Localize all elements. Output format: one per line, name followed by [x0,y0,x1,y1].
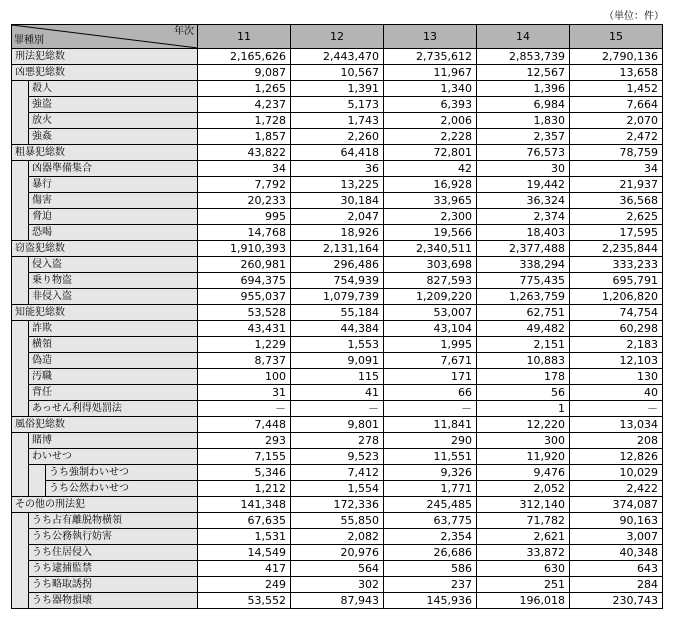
indent-gutter [12,465,29,481]
subcategory-label: 偽造 [29,353,198,369]
sub-subcategory-label: うち公然わいせつ [46,481,198,497]
value-cell-11: 8,737 [198,353,291,369]
value-cell-13: 63,775 [384,513,477,529]
value-cell-15: 208 [570,433,663,449]
table-row [12,49,663,65]
table-row [12,593,663,609]
subcategory-label: うち住居侵入 [29,545,198,561]
value-cell-11: 249 [198,577,291,593]
table-row [12,465,663,481]
value-cell-11: 9,087 [198,65,291,81]
value-cell-11: 34 [198,161,291,177]
category-header: 罪種別 [14,35,44,46]
value-cell-12: 9,801 [291,417,384,433]
value-cell-14: 30 [477,161,570,177]
value-cell-13: 2,735,612 [384,49,477,65]
indent-gutter [12,321,29,337]
value-cell-13: 2,006 [384,113,477,129]
value-cell-14: 12,567 [477,65,570,81]
indent-gutter [12,257,29,273]
value-cell-11: 100 [198,369,291,385]
year-col-13: 13 [384,25,477,49]
value-cell-11: 1,857 [198,129,291,145]
table-row [12,129,663,145]
value-cell-13: 290 [384,433,477,449]
indent-gutter [12,209,29,225]
value-cell-15: 284 [570,577,663,593]
year-col-12: 12 [291,25,384,49]
subcategory-label: 賭博 [29,433,198,449]
table-row [12,433,663,449]
value-cell-14: 2,151 [477,337,570,353]
table-row [12,145,663,161]
subcategory-label: 暴行 [29,177,198,193]
subcategory-label: 乗り物盗 [29,273,198,289]
indent-gutter [12,337,29,353]
value-cell-11: 1,229 [198,337,291,353]
value-cell-12: 87,943 [291,593,384,609]
value-cell-15: 3,007 [570,529,663,545]
value-cell-15: 13,034 [570,417,663,433]
table-row [12,449,663,465]
value-cell-11: － [198,401,291,417]
indent-gutter [12,369,29,385]
value-cell-11: 53,552 [198,593,291,609]
value-cell-15: 17,595 [570,225,663,241]
value-cell-11: 14,549 [198,545,291,561]
year-col-11: 11 [198,25,291,49]
value-cell-14: 1 [477,401,570,417]
value-cell-14: 11,920 [477,449,570,465]
value-cell-13: 2,340,511 [384,241,477,257]
indent-gutter [12,577,29,593]
table-row [12,353,663,369]
value-cell-15: 2,472 [570,129,663,145]
value-cell-14: 62,751 [477,305,570,321]
value-cell-15: 2,422 [570,481,663,497]
table-row [12,193,663,209]
value-cell-14: 300 [477,433,570,449]
value-cell-11: 955,037 [198,289,291,305]
value-cell-11: 694,375 [198,273,291,289]
value-cell-12: 13,225 [291,177,384,193]
value-cell-13: 1,340 [384,81,477,97]
value-cell-13: 53,007 [384,305,477,321]
value-cell-11: 1,212 [198,481,291,497]
table-row [12,401,663,417]
value-cell-12: 2,260 [291,129,384,145]
value-cell-12: 754,939 [291,273,384,289]
value-cell-12: 2,082 [291,529,384,545]
table-row [12,369,663,385]
value-cell-13: 66 [384,385,477,401]
table-row [12,305,663,321]
value-cell-13: 43,104 [384,321,477,337]
value-cell-15: 2,625 [570,209,663,225]
indent-gutter [12,433,29,449]
table-row [12,321,663,337]
subcategory-label: うち器物損壊 [29,593,198,609]
value-cell-14: 12,220 [477,417,570,433]
value-cell-12: 2,131,164 [291,241,384,257]
value-cell-15: 1,452 [570,81,663,97]
indent-gutter [12,177,29,193]
value-cell-13: 1,771 [384,481,477,497]
table-row [12,65,663,81]
value-cell-15: 90,163 [570,513,663,529]
value-cell-12: 1,079,739 [291,289,384,305]
value-cell-13: 11,841 [384,417,477,433]
value-cell-11: 2,165,626 [198,49,291,65]
value-cell-12: 296,486 [291,257,384,273]
subcategory-label: うち公務執行妨害 [29,529,198,545]
indent-gutter [12,385,29,401]
value-cell-12: 36 [291,161,384,177]
value-cell-15: 2,183 [570,337,663,353]
subcategory-label: うち占有離脱物横領 [29,513,198,529]
value-cell-12: 20,976 [291,545,384,561]
table-row [12,241,663,257]
value-cell-14: 312,140 [477,497,570,513]
subcategory-label: 強姦 [29,129,198,145]
indent-gutter [12,161,29,177]
value-cell-15: 12,826 [570,449,663,465]
value-cell-12: 172,336 [291,497,384,513]
value-cell-11: 260,981 [198,257,291,273]
value-cell-12: 278 [291,433,384,449]
value-cell-15: 2,235,844 [570,241,663,257]
value-cell-15: － [570,401,663,417]
value-cell-14: 18,403 [477,225,570,241]
value-cell-13: 303,698 [384,257,477,273]
value-cell-13: 33,965 [384,193,477,209]
table-row [12,385,663,401]
table-row [12,273,663,289]
table-body [12,49,663,609]
value-cell-14: 71,782 [477,513,570,529]
value-cell-15: 36,568 [570,193,663,209]
value-cell-11: 43,431 [198,321,291,337]
subcategory-label: 脅迫 [29,209,198,225]
category-total-label: 知能犯総数 [12,305,198,321]
value-cell-15: 1,206,820 [570,289,663,305]
value-cell-14: 2,374 [477,209,570,225]
value-cell-11: 5,346 [198,465,291,481]
value-cell-14: 10,883 [477,353,570,369]
value-cell-13: 171 [384,369,477,385]
category-total-label: 窃盗犯総数 [12,241,198,257]
subcategory-label: 背任 [29,385,198,401]
value-cell-14: 2,853,739 [477,49,570,65]
value-cell-11: 7,792 [198,177,291,193]
value-cell-14: 9,476 [477,465,570,481]
value-cell-14: 2,052 [477,481,570,497]
value-cell-11: 417 [198,561,291,577]
value-cell-15: 374,087 [570,497,663,513]
value-cell-14: 2,621 [477,529,570,545]
value-cell-13: 42 [384,161,477,177]
value-cell-12: 30,184 [291,193,384,209]
value-cell-14: 1,263,759 [477,289,570,305]
value-cell-15: 12,103 [570,353,663,369]
table-row [12,497,663,513]
category-total-label: 刑法犯総数 [12,49,198,65]
indent-gutter [12,449,29,465]
value-cell-11: 293 [198,433,291,449]
table-row [12,545,663,561]
indent-gutter [12,113,29,129]
value-cell-12: 18,926 [291,225,384,241]
value-cell-12: 9,091 [291,353,384,369]
value-cell-11: 1,910,393 [198,241,291,257]
indent-gutter [12,481,29,497]
value-cell-12: 9,523 [291,449,384,465]
subcategory-label: うち略取誘拐 [29,577,198,593]
value-cell-14: 1,830 [477,113,570,129]
value-cell-12: 64,418 [291,145,384,161]
subcategory-label: あっせん利得処罰法 [29,401,198,417]
crime-statistics-table [11,24,663,609]
table-row [12,289,663,305]
year-col-14: 14 [477,25,570,49]
table-row [12,225,663,241]
value-cell-12: 1,554 [291,481,384,497]
indent-gutter [12,513,29,529]
value-cell-13: 586 [384,561,477,577]
subcategory-label: わいせつ [29,449,198,465]
value-cell-11: 67,635 [198,513,291,529]
value-cell-15: 74,754 [570,305,663,321]
indent-gutter [12,545,29,561]
indent-gutter [12,529,29,545]
value-cell-11: 7,448 [198,417,291,433]
sub-subcategory-label: うち強制わいせつ [46,465,198,481]
value-cell-14: 36,324 [477,193,570,209]
subcategory-label: 詐欺 [29,321,198,337]
indent-gutter [12,193,29,209]
value-cell-12: 1,391 [291,81,384,97]
value-cell-15: 333,233 [570,257,663,273]
value-cell-15: 230,743 [570,593,663,609]
value-cell-15: 40,348 [570,545,663,561]
value-cell-13: 11,551 [384,449,477,465]
value-cell-15: 13,658 [570,65,663,81]
value-cell-13: 7,671 [384,353,477,369]
table-row [12,481,663,497]
category-total-label: 凶悪犯総数 [12,65,198,81]
indent-gutter [12,81,29,97]
subcategory-label: 汚職 [29,369,198,385]
subcategory-label: うち逮捕監禁 [29,561,198,577]
table-row [12,257,663,273]
value-cell-13: 245,485 [384,497,477,513]
table-row [12,81,663,97]
subcategory-label: 凶器準備集合 [29,161,198,177]
value-cell-13: 19,566 [384,225,477,241]
value-cell-14: 49,482 [477,321,570,337]
value-cell-12: 7,412 [291,465,384,481]
indent-gutter [12,401,29,417]
value-cell-12: 55,184 [291,305,384,321]
table-row [12,577,663,593]
category-total-label: その他の刑法犯 [12,497,198,513]
table-row [12,177,663,193]
year-col-15: 15 [570,25,663,49]
value-cell-12: 564 [291,561,384,577]
value-cell-12: － [291,401,384,417]
subcategory-label: 恐喝 [29,225,198,241]
value-cell-14: 56 [477,385,570,401]
value-cell-14: 196,018 [477,593,570,609]
value-cell-15: 21,937 [570,177,663,193]
table-row [12,97,663,113]
value-cell-15: 643 [570,561,663,577]
year-header: 年次 [174,26,194,37]
indent-gutter [12,289,29,305]
value-cell-12: 1,743 [291,113,384,129]
value-cell-15: 60,298 [570,321,663,337]
value-cell-14: 2,357 [477,129,570,145]
indent-gutter [12,225,29,241]
value-cell-11: 4,237 [198,97,291,113]
value-cell-14: 2,377,488 [477,241,570,257]
value-cell-14: 19,442 [477,177,570,193]
value-cell-13: 2,300 [384,209,477,225]
subcategory-label: 強盗 [29,97,198,113]
indent-gutter [12,353,29,369]
indent-gutter [12,561,29,577]
value-cell-15: 78,759 [570,145,663,161]
header-row [12,25,663,49]
value-cell-13: 1,209,220 [384,289,477,305]
value-cell-13: － [384,401,477,417]
table-row [12,529,663,545]
subcategory-label: 殺人 [29,81,198,97]
value-cell-14: 775,435 [477,273,570,289]
value-cell-13: 72,801 [384,145,477,161]
value-cell-11: 20,233 [198,193,291,209]
value-cell-15: 695,791 [570,273,663,289]
value-cell-12: 55,850 [291,513,384,529]
value-cell-15: 2,790,136 [570,49,663,65]
value-cell-13: 26,686 [384,545,477,561]
value-cell-11: 1,531 [198,529,291,545]
subcategory-label: 傷害 [29,193,198,209]
value-cell-13: 145,936 [384,593,477,609]
value-cell-11: 141,348 [198,497,291,513]
corner-header [12,25,198,49]
value-cell-15: 130 [570,369,663,385]
value-cell-15: 7,664 [570,97,663,113]
unit-label: （単位：件） [604,11,664,22]
value-cell-14: 338,294 [477,257,570,273]
indent-gutter [12,129,29,145]
value-cell-13: 1,995 [384,337,477,353]
value-cell-12: 5,173 [291,97,384,113]
value-cell-13: 16,928 [384,177,477,193]
subcategory-label: 横領 [29,337,198,353]
subcategory-label: 非侵入盗 [29,289,198,305]
value-cell-15: 34 [570,161,663,177]
indent-gutter [12,97,29,113]
table-row [12,561,663,577]
table-row [12,337,663,353]
indent-gutter [12,593,29,609]
value-cell-11: 53,528 [198,305,291,321]
table-row [12,417,663,433]
value-cell-11: 7,155 [198,449,291,465]
table-row [12,161,663,177]
indent-gutter [29,481,46,497]
table-row [12,513,663,529]
value-cell-11: 1,728 [198,113,291,129]
value-cell-15: 10,029 [570,465,663,481]
category-total-label: 粗暴犯総数 [12,145,198,161]
value-cell-11: 1,265 [198,81,291,97]
value-cell-13: 9,326 [384,465,477,481]
subcategory-label: 放火 [29,113,198,129]
value-cell-12: 302 [291,577,384,593]
value-cell-15: 40 [570,385,663,401]
indent-gutter [29,465,46,481]
value-cell-12: 10,567 [291,65,384,81]
value-cell-11: 14,768 [198,225,291,241]
value-cell-14: 630 [477,561,570,577]
value-cell-12: 115 [291,369,384,385]
value-cell-11: 995 [198,209,291,225]
value-cell-12: 1,553 [291,337,384,353]
value-cell-11: 43,822 [198,145,291,161]
subcategory-label: 侵入盗 [29,257,198,273]
category-total-label: 風俗犯総数 [12,417,198,433]
value-cell-12: 44,384 [291,321,384,337]
value-cell-13: 6,393 [384,97,477,113]
table-row [12,209,663,225]
indent-gutter [12,273,29,289]
value-cell-12: 2,047 [291,209,384,225]
value-cell-14: 76,573 [477,145,570,161]
value-cell-14: 178 [477,369,570,385]
value-cell-13: 11,967 [384,65,477,81]
value-cell-13: 2,354 [384,529,477,545]
value-cell-13: 2,228 [384,129,477,145]
value-cell-14: 251 [477,577,570,593]
value-cell-12: 2,443,470 [291,49,384,65]
value-cell-14: 6,984 [477,97,570,113]
value-cell-13: 827,593 [384,273,477,289]
value-cell-13: 237 [384,577,477,593]
value-cell-15: 2,070 [570,113,663,129]
value-cell-14: 33,872 [477,545,570,561]
value-cell-14: 1,396 [477,81,570,97]
value-cell-11: 31 [198,385,291,401]
value-cell-12: 41 [291,385,384,401]
table-row [12,113,663,129]
